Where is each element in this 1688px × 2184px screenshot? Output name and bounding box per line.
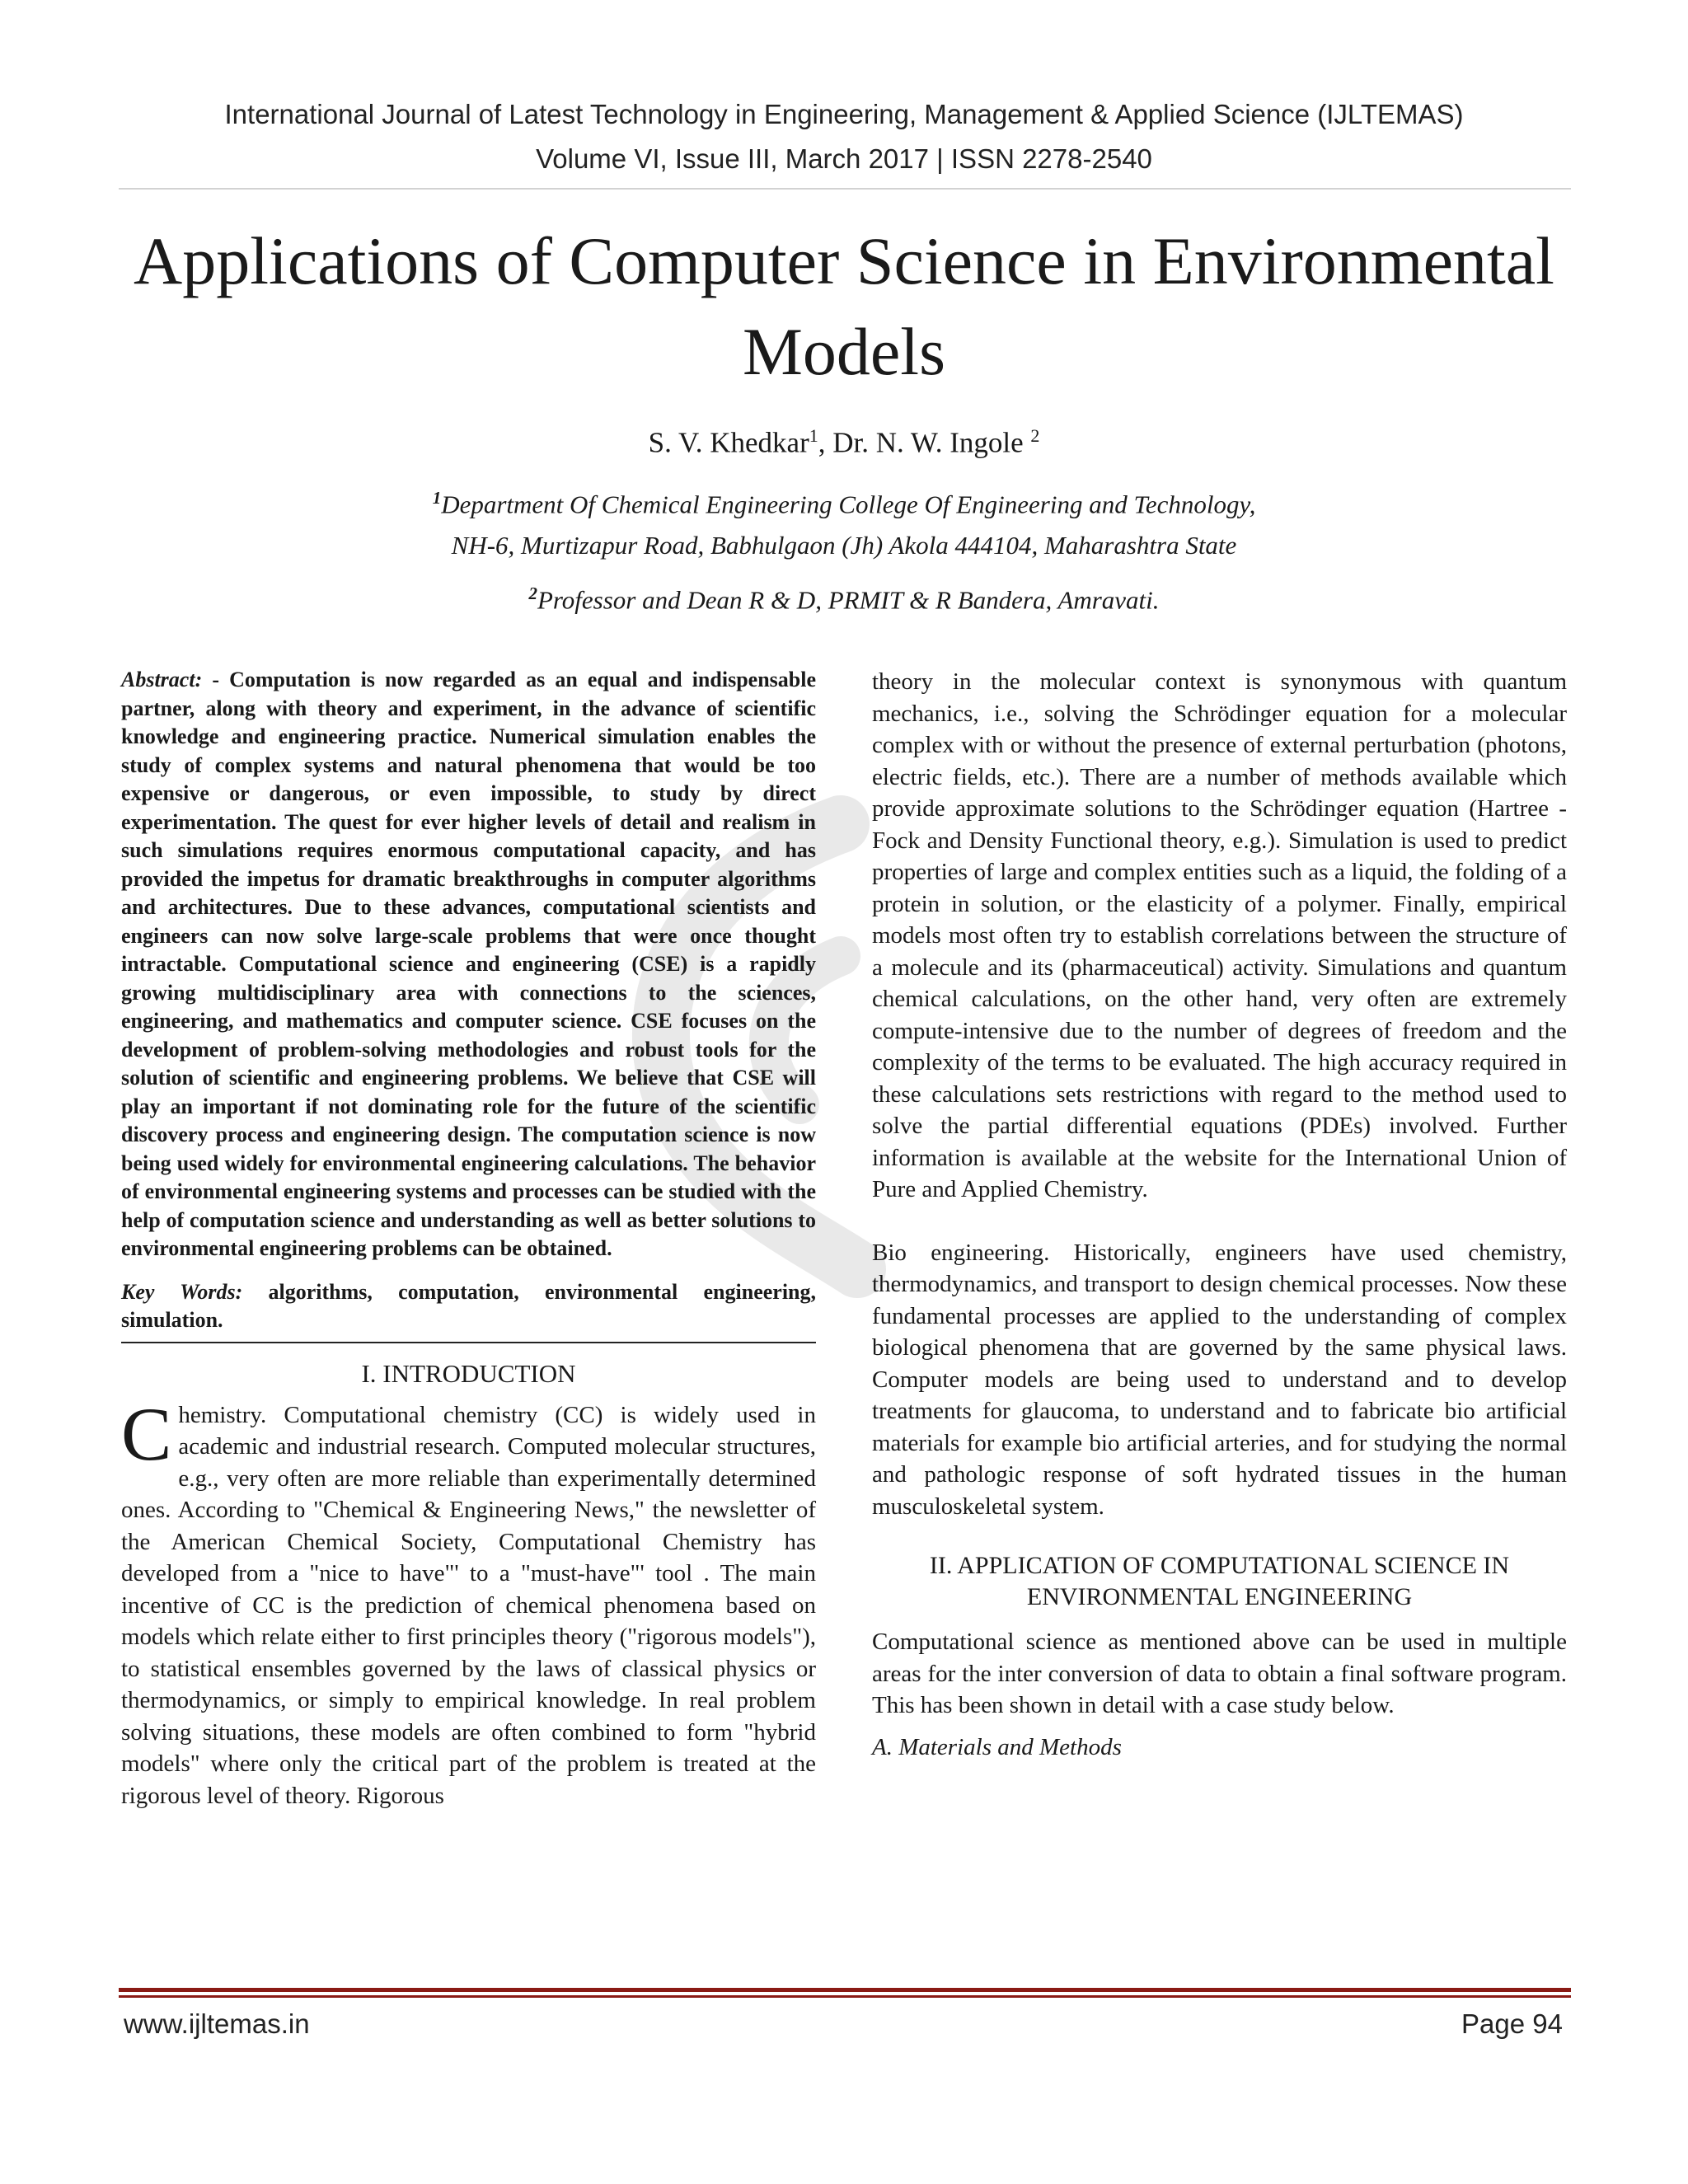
paper-title: Applications of Computer Science in Environmental Models [134,223,1554,389]
affiliation-1-sup: 1 [432,488,442,508]
affiliation-1-address: NH-6, Murtizapur Road, Babhulgaon (Jh) Akola 444104, Maharashtra State [451,531,1237,560]
author-2: Dr. N. W. Ingole [832,426,1031,459]
drop-cap: C [121,1391,172,1476]
right-column [872,666,1567,1763]
affiliation-1-line-1 [0,480,1688,523]
affiliation-2-text: Professor and Dean R & D, PRMIT & R Bandera, Amravati. [537,585,1160,615]
journal-name: International Journal of Latest Technology in Engineering, Management & Applied Science (IJLTEMAS) [224,99,1464,129]
subsection-heading-materials-methods: A. Materials and Methods [872,1733,1122,1760]
introduction-text: hemistry. Computational chemistry (CC) is widely used in academic and industrial research. Computed molecular structures, e.g., very often are more reliable than experimentally determined ones. According to "Chemical & Engineering News," the newsletter of the American Chemical Society, Computational Chemistry has developed from a "nice to have"' to a "must-have"' tool . The main incentive of CC is the prediction of chemical phenomena based on models which relate either to first principles theory ("rigorous models"), to statistical ensembles governed by the laws of classical physics or thermodynamics, or simply to empirical knowledge. In real problem solving situations, these models are often combined to form "hybrid models" where only the critical part of the problem is treated at the rigorous level of theory. Rigorous [121,1401,816,1809]
footer-rule-thin [119,1995,1571,1998]
author-1: S. V. Khedkar [648,426,809,459]
left-column [121,666,816,1811]
keywords-label: Key Words: [121,1279,243,1304]
affiliation-1-line-2 [0,527,1688,564]
author-1-sup: 1 [809,425,818,446]
affiliation-2 [0,575,1688,618]
keywords [121,1278,816,1343]
introduction-paragraph [121,1391,816,1812]
author-2-sup: 2 [1030,425,1040,446]
abstract-label: Abstract: [121,668,203,691]
footer-website-link[interactable]: www.ijltemas.in [124,2008,310,2039]
paragraph-quantum-theory: theory in the molecular context is synonymous with quantum mechanics, i.e., solving the Schrödinger equation for a molecular complex with or without the presence of external perturbation (photons, electric fields, etc.). There are a number of methods available which provide approximate solutions to the Schrödinger equation (Hartree - Fock and Density Functional theory, e.g.). Simulation is used to predict properties of large and complex entities such as a liquid, the folding of a protein in solution, or the elasticity of a polymer. Finally, empirical models most often try to establish correlations between the structure of a molecule and its (pharmaceutical) activity. Simulations and quantum chemical calculations, on the other hand, very often are extremely compute-intensive due to the number of degrees of freedom and the complexity of the terms to be evaluated. The high accuracy required in these calculations sets restrictions with regard to the method used to solve the partial differential equations (PDEs) involved. Further information is available at the website for the International Union of Pure and Applied Chemistry. [872,668,1567,1202]
paragraph-computational-science: Computational science as mentioned above can be used in multiple areas for the inter conversion of data to obtain a final software program. This has been shown in detail with a case study below. [872,1629,1567,1718]
page-number: Page 94 [1461,2008,1563,2039]
paragraph-bio-engineering: Bio engineering. Historically, engineers have used chemistry, thermodynamics, and transport to design chemical processes. Now these fundamental processes are applied to the understanding of complex biological phenomena that are governed by the same physical laws. Computer models are being used to understand and to develop treatments for glaucoma, to understand and to fabricate bio artificial materials for example bio artificial arteries, and for studying the normal and pathologic response of soft hydrated tissues in the human musculoskeletal system. [872,1239,1567,1520]
author-separator: , [818,426,833,459]
section-heading-application: II. APPLICATION OF COMPUTATIONAL SCIENCE IN ENVIRONMENTAL ENGINEERING [929,1552,1510,1610]
affiliation-2-sup: 2 [528,583,537,603]
journal-header [0,92,1688,181]
affiliation-1-text: Department Of Chemical Engineering College Of Engineering and Technology, [441,490,1256,519]
footer-rule-thick [119,1988,1571,1992]
abstract [121,666,816,1263]
abstract-text: - Computation is now regarded as an equal and indispensable partner, along with theory and experiment, in the advance of scientific knowledge and engineering practice. Numerical simulation enables the study of complex systems and natural phenomena that would be too expensive or dangerous, or even impossible, to study by direct experimentation. The quest for ever higher levels of detail and realism in such simulations requires enormous computational capacity, and has provided the impetus for dramatic breakthroughs in computer algorithms and architectures. Due to these advances, computational scientists and engineers can now solve large-scale problems that were once thought intractable. Computational science and engineering (CSE) is a rapidly growing multidisciplinary area with connections to the sciences, engineering, and mathematics and computer science. CSE focuses on the development of problem-solving methodologies and robust tools for the solution of scientific and engineering problems. We believe that CSE will play an important if not dominating role for the future of the scientific discovery process and engineering design. The computation science is now being used widely for environmental engineering calculations. The behavior of environmental engineering systems and processes can be studied with the help of computation science and understanding as well as better solutions to environmental engineering problems can be obtained. [121,668,816,1260]
author-line [0,415,1688,464]
header-divider [119,188,1571,190]
section-heading-introduction: I. INTRODUCTION [361,1358,576,1388]
journal-volume: Volume VI, Issue III, March 2017 | ISSN 2278-2540 [536,143,1152,174]
keywords-text: algorithms, computation, environmental engineering, simulation. [121,1279,816,1332]
